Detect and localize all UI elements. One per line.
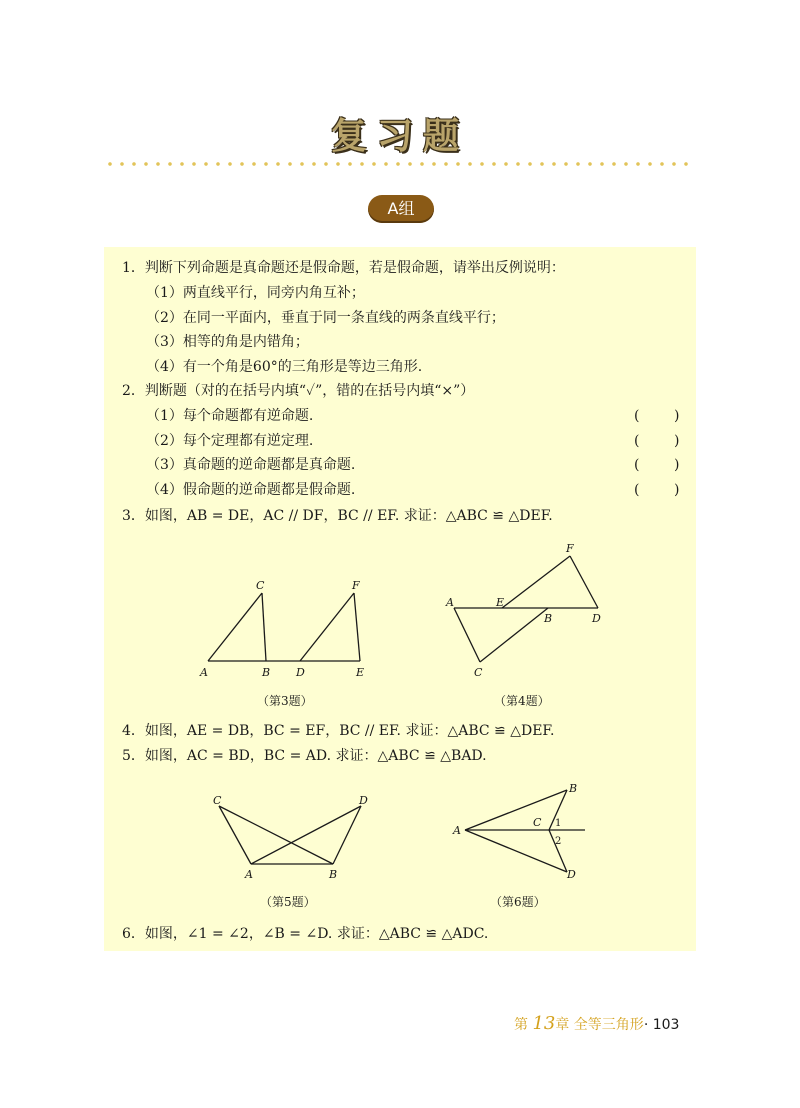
answer-paren-open: ( bbox=[634, 433, 640, 449]
figure-3-caption: （第3题） bbox=[257, 694, 313, 708]
answer-paren-close: ) bbox=[674, 482, 680, 498]
label-B: B bbox=[544, 612, 553, 625]
answer-paren-open: ( bbox=[634, 457, 640, 473]
question-4: 4．如图，AE = DB，BC = EF，BC // EF. 求证：△ABC ≌ △DEF. bbox=[122, 723, 555, 739]
dotted-divider bbox=[104, 160, 696, 168]
page-number: · 103 bbox=[643, 1017, 680, 1033]
figure-4-caption: （第4题） bbox=[494, 694, 550, 708]
label-D: D bbox=[592, 612, 601, 625]
angle-2-label: 2 bbox=[555, 836, 562, 847]
q1-item-2: （2）在同一平面内，垂直于同一条直线的两条直线平行； bbox=[146, 310, 505, 326]
label-B: B bbox=[262, 666, 271, 679]
label-D: D bbox=[296, 666, 305, 679]
label-F: F bbox=[566, 542, 574, 555]
q1-item-3: （3）相等的角是内错角； bbox=[146, 334, 309, 350]
label-C: C bbox=[474, 666, 483, 679]
question-1: 1．判断下列命题是真命题还是假命题，若是假命题，请举出反例说明： bbox=[122, 260, 565, 276]
label-C: C bbox=[213, 794, 222, 807]
question-5: 5．如图，AC = BD，BC = AD. 求证：△ABC ≌ △BAD. bbox=[122, 748, 487, 764]
q2-item-4: （4）假命题的逆命题都是假命题. bbox=[146, 482, 356, 498]
figure-6-caption: （第6题） bbox=[490, 895, 546, 909]
chapter-title: 章 全等三角形 bbox=[555, 1017, 644, 1033]
label-C: C bbox=[256, 579, 265, 592]
label-F: F bbox=[352, 579, 360, 592]
figure-4-diagram bbox=[440, 540, 610, 680]
q1-item-1: （1）两直线平行，同旁内角互补； bbox=[146, 285, 365, 301]
q1-item-4: （4）有一个角是60°的三角形是等边三角形. bbox=[146, 359, 423, 375]
label-E: E bbox=[496, 596, 505, 609]
q2-item-1: （1）每个命题都有逆命题. bbox=[146, 408, 314, 424]
question-2: 2．判断题（对的在括号内填“✓”，错的在括号内填“×”） bbox=[122, 383, 475, 399]
answer-paren-close: ) bbox=[674, 457, 680, 473]
label-A: A bbox=[200, 666, 208, 679]
question-3: 3．如图，AB = DE，AC // DF，BC // EF. 求证：△ABC ≌ △DEF. bbox=[122, 508, 553, 524]
q2-item-2: （2）每个定理都有逆定理. bbox=[146, 433, 314, 449]
label-B: B bbox=[329, 868, 338, 881]
figure-6-diagram bbox=[445, 780, 595, 885]
answer-paren-open: ( bbox=[634, 408, 640, 424]
label-A: A bbox=[453, 824, 461, 837]
page-footer bbox=[514, 1013, 679, 1034]
chapter-number: 13 bbox=[532, 1013, 556, 1034]
label-A: A bbox=[446, 596, 454, 609]
page-title: 复习题 bbox=[330, 116, 469, 157]
chapter-prefix: 第 bbox=[514, 1017, 528, 1033]
label-E: E bbox=[356, 666, 365, 679]
figure-3-diagram bbox=[190, 575, 380, 685]
answer-paren-open: ( bbox=[634, 482, 640, 498]
label-B: B bbox=[569, 782, 578, 795]
label-D: D bbox=[359, 794, 368, 807]
label-A: A bbox=[245, 868, 253, 881]
angle-1-label: 1 bbox=[555, 818, 562, 829]
group-badge: A组 bbox=[368, 195, 434, 223]
question-6: 6．如图，∠1 = ∠2，∠B = ∠D. 求证：△ABC ≌ △ADC. bbox=[122, 926, 489, 942]
label-D: D bbox=[567, 868, 576, 881]
q2-item-3: （3）真命题的逆命题都是真命题. bbox=[146, 457, 356, 473]
figure-5-diagram bbox=[205, 790, 380, 885]
figure-5-caption: （第5题） bbox=[260, 895, 316, 909]
label-C: C bbox=[533, 816, 542, 829]
answer-paren-close: ) bbox=[674, 433, 680, 449]
answer-paren-close: ) bbox=[674, 408, 680, 424]
